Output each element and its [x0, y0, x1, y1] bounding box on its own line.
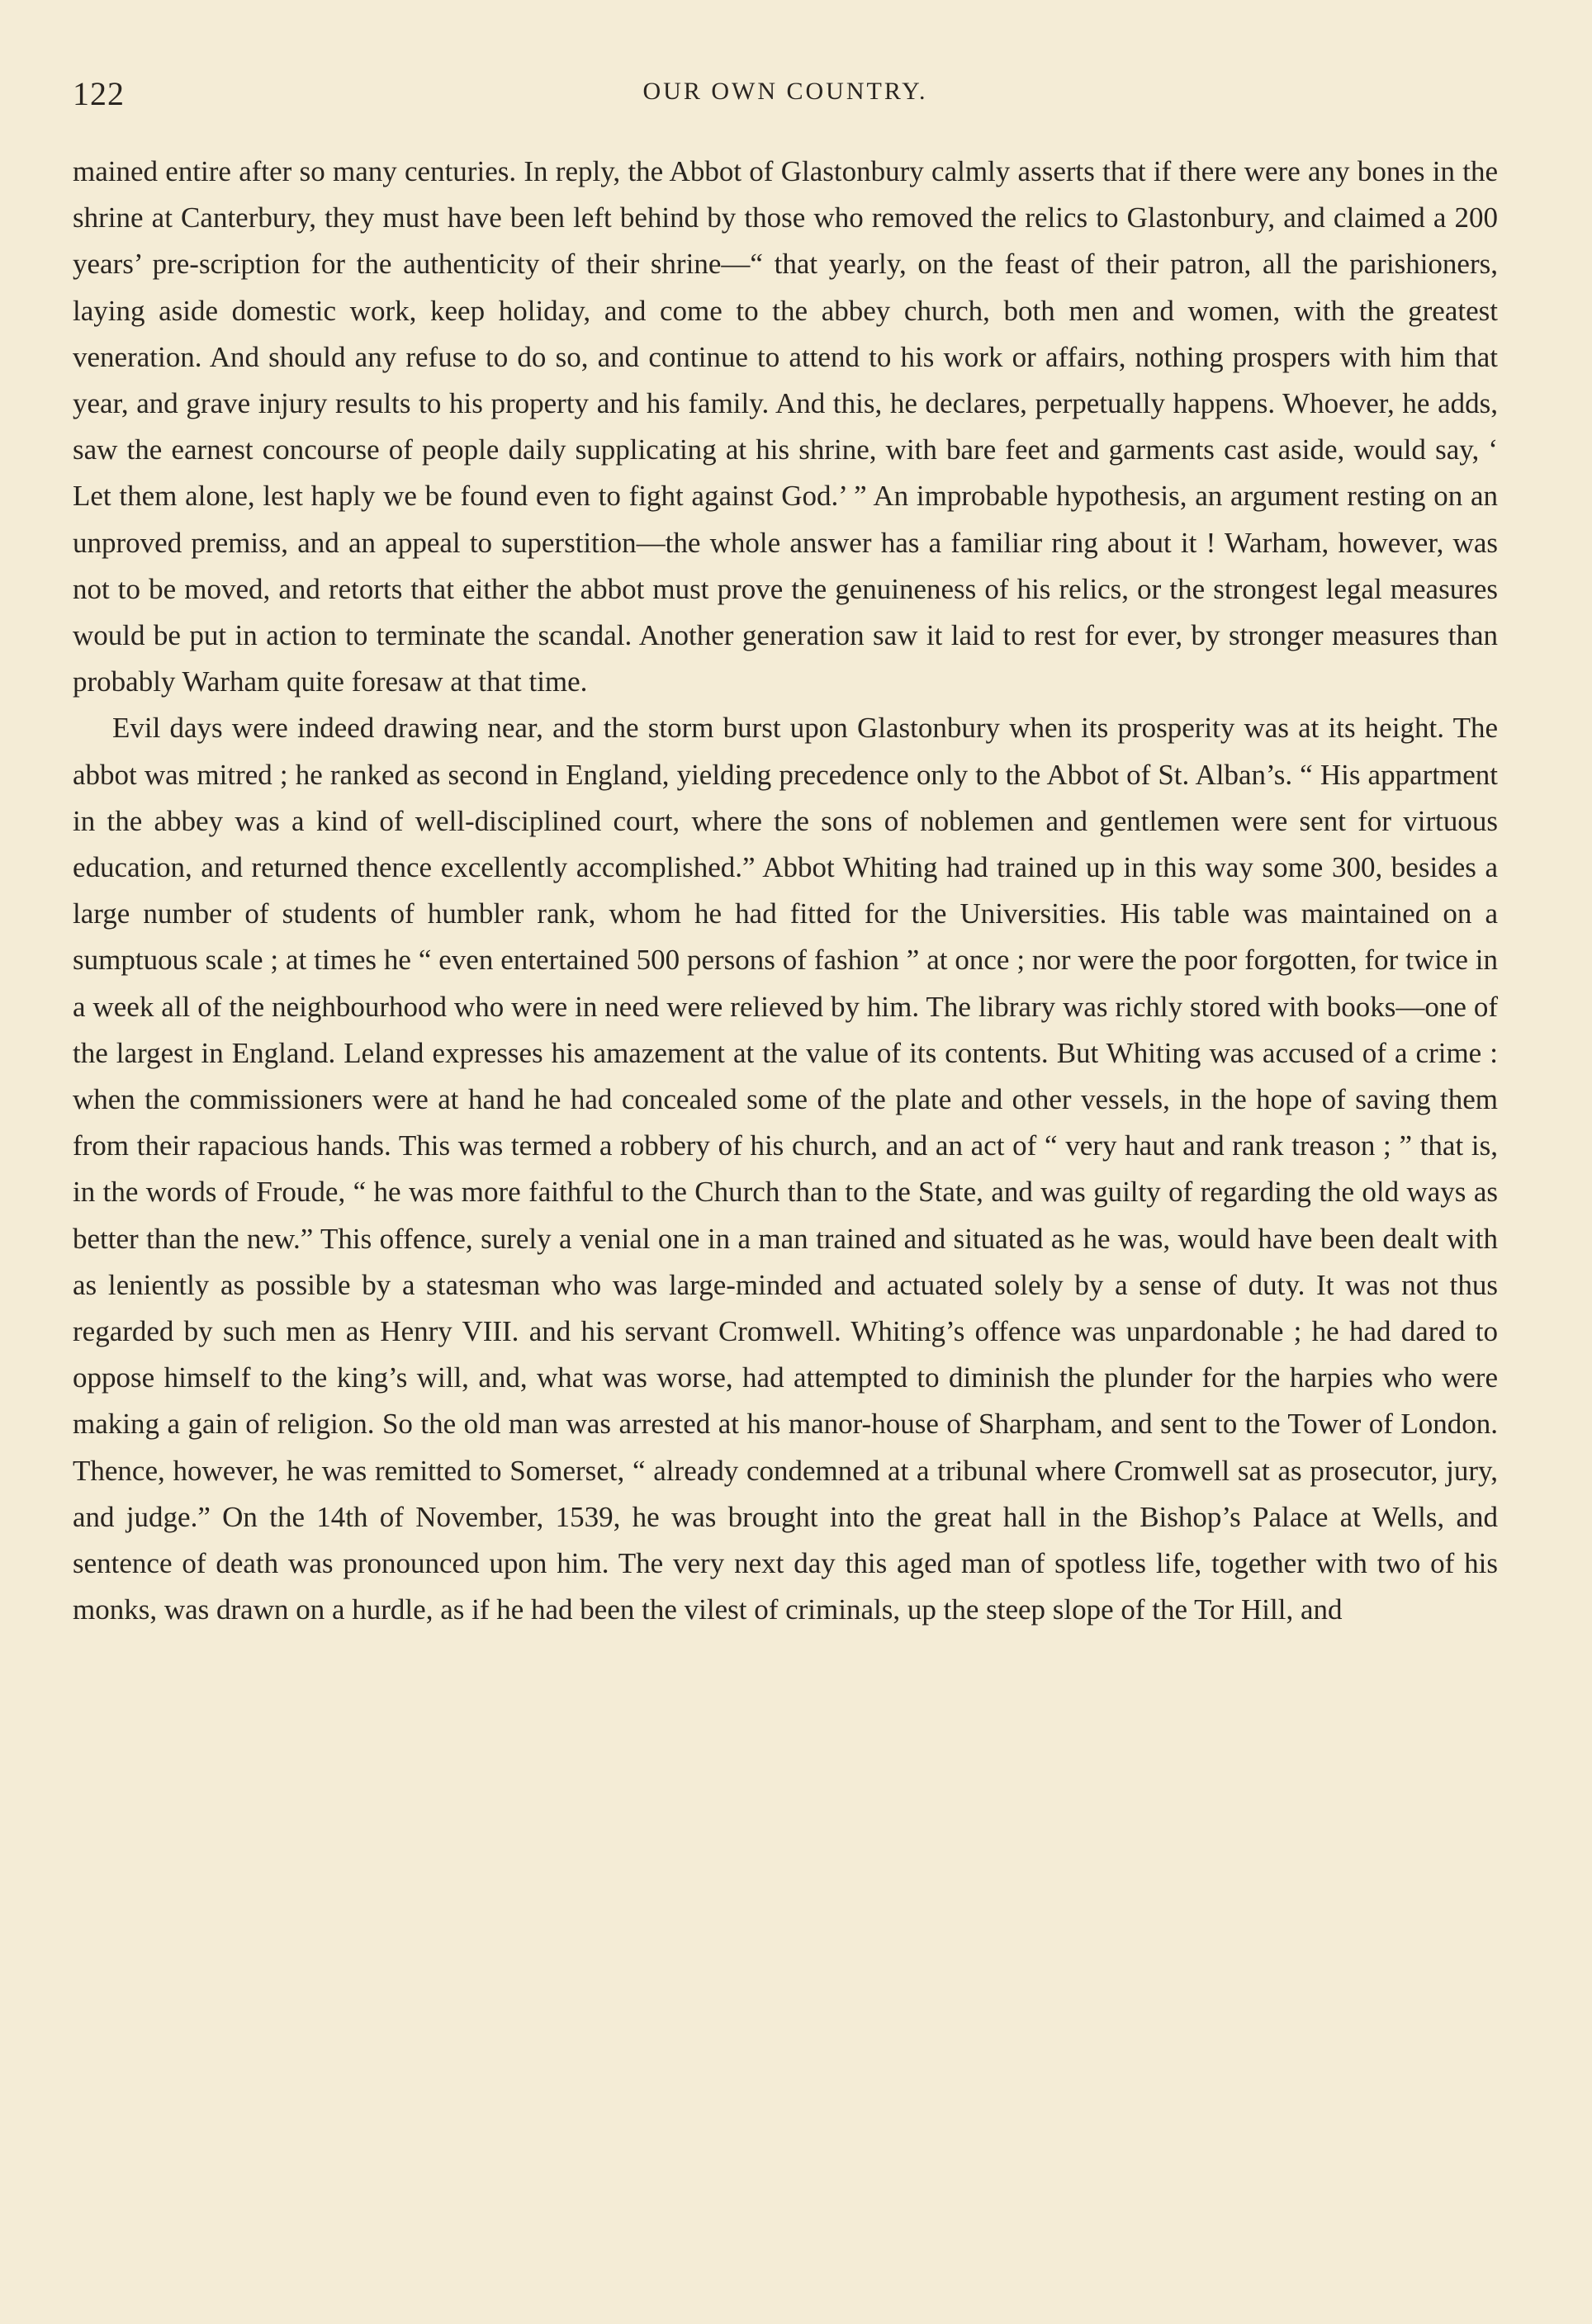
page-number: 122 [73, 75, 125, 112]
paragraph-evil-days: Evil days were indeed drawing near, and the storm burst upon Glastonbury when its prosperity was at its height. The abbot was mitred ; he ranked as second in England, yielding precedence only to the Abbot of St. Alban’s. “ His appartment in the abbey was a kind of well-disciplined court, where the sons of noblemen and gentlemen were sent for virtuous education, and returned thence excellently accomplished.” Abbot Whiting had trained up in this way some 300, besides a large number of students of humbler rank, whom he had fitted for the Universities. His table was maintained on a sumptuous scale ; at times he “ even entertained 500 persons of fashion ” at once ; nor were the poor forgotten, for twice in a week all of the neighbourhood who were in need were relieved by him. The library was richly stored with books—one of the largest in England. Leland expresses his amazement at the value of its contents. But Whiting was accused of a crime : when the commissioners were at hand he had concealed some of the plate and other vessels, in the hope of saving them from their rapacious hands. This was termed a robbery of his church, and an act of “ very haut and rank treason ; ” that is, in the words of Froude, “ he was more faithful to the Church than to the State, and was guilty of regarding the old ways as better than the new.” This offence, surely a venial one in a man trained and situated as he was, would have been dealt with as leniently as possible by a statesman who was large-minded and actuated solely by a sense of duty. It was not thus regarded by such men as Henry VIII. and his servant Cromwell. Whiting’s offence was unpardonable ; he had dared to oppose himself to the king’s will, and, what was worse, had attempted to diminish the plunder for the harpies who were making a gain of religion. So the old man was arrested at his manor-house of Sharpham, and sent to the Tower of London. Thence, however, he was remitted to Somerset, “ already condemned at a tribunal where Cromwell sat as prosecutor, jury, and judge.” On the 14th of November, 1539, he was brought into the great hall in the Bishop’s Palace at Wells, and sentence of death was pronounced upon him. The very next day this aged man of spotless life, together with two of his monks, was drawn on a hurdle, as if he had been the vilest of criminals, up the steep slope of the Tor Hill, and [73, 712, 1498, 1626]
running-title: OUR OWN COUNTRY. [642, 78, 928, 105]
paragraph-continued: mained entire after so many centuries. In reply, the Abbot of Glastonbury calmly asserts that if there were any bones in the shrine at Canterbury, they must have been left behind by those who removed the relics to Glastonbury, and claimed a 200 years’ pre-scription for the authenticity of their shrine—“ that yearly, on the feast of their patron, all the parishioners, laying aside domestic work, keep holiday, and come to the abbey church, both men and women, with the greatest veneration. And should any refuse to do so, and continue to attend to his work or affairs, nothing prospers with him that year, and grave injury results to his property and his family. And this, he declares, perpetually happens. Whoever, he adds, saw the earnest concourse of people daily supplicating at his shrine, with bare feet and garments cast aside, would say, ‘ Let them alone, lest haply we be found even to fight against God.’ ” An improbable hypothesis, an argument resting on an unproved premiss, and an appeal to superstition—the whole answer has a familiar ring about it ! Warham, however, was not to be moved, and retorts that either the abbot must prove the genuineness of his relics, or the strongest legal measures would be put in action to terminate the scandal. Another generation saw it laid to rest for ever, by stronger measures than probably Warham quite foresaw at that time. [73, 155, 1498, 698]
body-text [73, 149, 1498, 1634]
book-page [73, 74, 1498, 1634]
running-head [73, 74, 1498, 124]
